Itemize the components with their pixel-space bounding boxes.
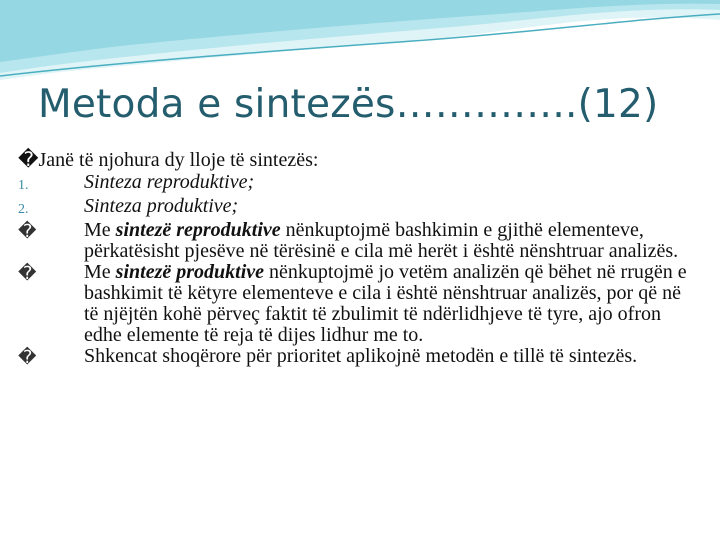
list-text: Sinteza reproduktive; [84, 171, 255, 193]
bullet-post: nënkuptojmë bashkimin e gjithë elementeve, përkatësisht pjesëve në tërësinë e cila më herët i është nënshtruar analizës. [84, 219, 679, 262]
bullet-marker: � [18, 347, 37, 367]
bullet-pre: Me [84, 261, 116, 283]
bullet-pre: Me [84, 219, 116, 241]
list-item [18, 196, 690, 220]
intro-marker: � [18, 149, 39, 171]
bullet-item [18, 220, 690, 262]
bullet-text [84, 262, 690, 346]
slide-title: Metoda e sintezës…………..(12) [38, 82, 659, 127]
list-number: 2. [18, 202, 29, 217]
bullet-emphasis: sintezë produktive [115, 261, 265, 283]
bullet-text [84, 220, 690, 262]
bullet-item [18, 262, 690, 346]
list-number: 1. [18, 178, 29, 193]
slide-body [18, 150, 690, 368]
bullet-emphasis: sintezë reproduktive [115, 219, 281, 241]
list-text: Sinteza produktive; [84, 195, 239, 217]
bullet-text: Shkencat shoqërore për prioritet aplikojnë metodën e tillë të sintezës. [84, 345, 638, 367]
bullet-item [18, 346, 690, 368]
intro-text: Janë të njohura dy lloje të sintezës: [38, 149, 319, 171]
bullet-marker: � [18, 221, 37, 241]
bullet-marker: � [18, 263, 37, 283]
header-wave-decoration [0, 0, 720, 90]
bullet-post: nënkuptojmë jo vetëm analizën që bëhet në rrugën e bashkimit të këtyre elementeve e cila i është nënshtruar analizës, por që në të njëjtën kohë përveç faktit të zbulimit të ndërlidhjeve të tyre, ajo ofron edhe elemente të reja të dijes lidhur me to. [84, 261, 687, 346]
list-item [18, 172, 690, 196]
intro-line [18, 150, 690, 171]
